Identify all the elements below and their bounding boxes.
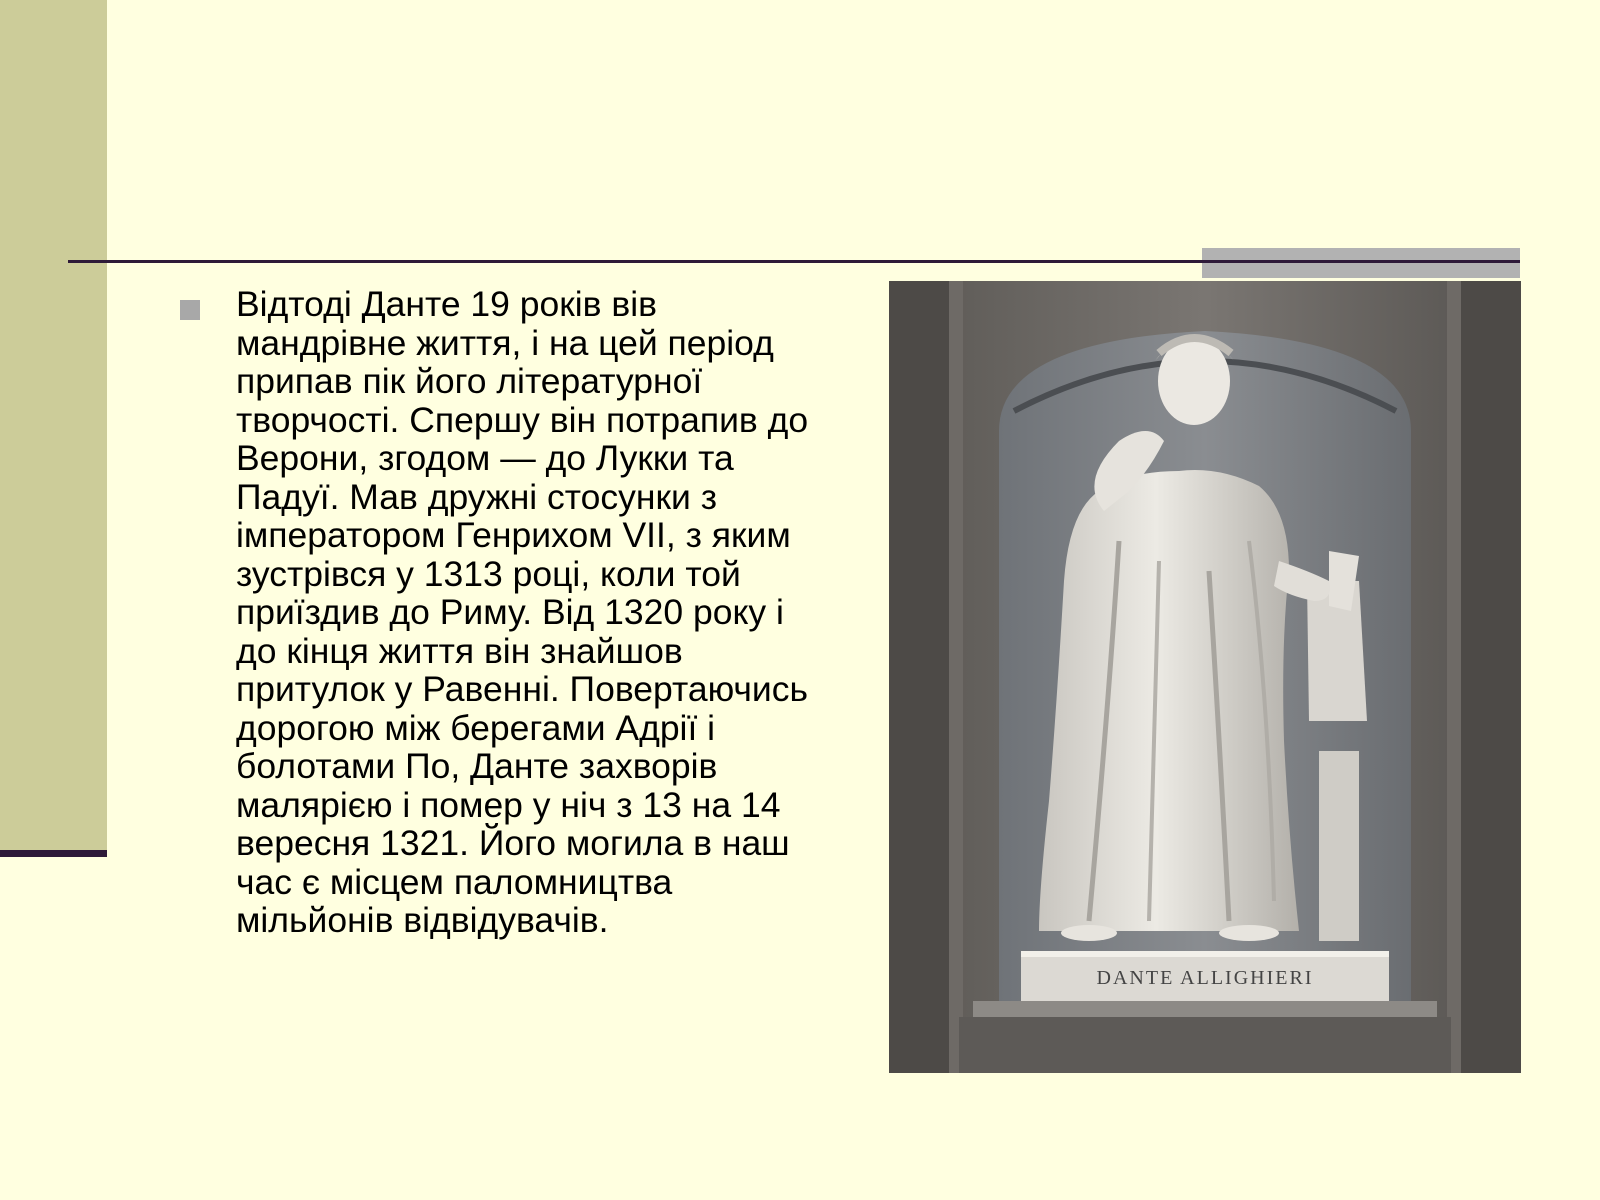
dante-statue-photo [889, 281, 1521, 1073]
accent-divider [1202, 260, 1520, 263]
statue-inscription: DANTE ALLIGHIERI [1096, 967, 1314, 989]
bullet-icon [180, 300, 200, 320]
sidebar-decoration [0, 0, 107, 850]
accent-block [1202, 248, 1520, 278]
sidebar-bottom-rule [0, 850, 107, 857]
body-paragraph: Відтоді Данте 19 років вів мандрівне життя, і на цей період припав пік його літературної творчості. Спершу він потрапив до Верони, згодом — до Лукки та Падуї. Мав дружні стосунки з імператором Генрихом VII, з яким зустрівся у 1313 році, коли той приїздив до Риму. Від 1320 року і до кінця життя він знайшов притулок у Равенні. Повертаючись дорогою між берегами Адрії і болотами По, Данте захворів малярією і помер у ніч з 13 на 14 вересня 1321. Його могила в наш час є місцем паломництва мільйонів відвідувачів. [236, 284, 809, 940]
